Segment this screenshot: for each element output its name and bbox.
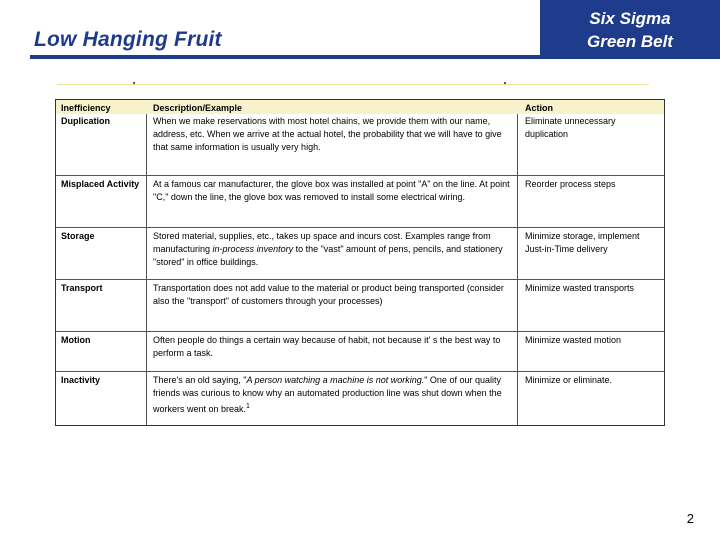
table-row xyxy=(56,372,664,425)
footnote-marker: 1 xyxy=(246,403,250,410)
row-description xyxy=(153,100,515,154)
divider-line xyxy=(57,84,649,85)
slide-title: Low Hanging Fruit xyxy=(34,28,222,51)
inefficiency-label: Inactivity xyxy=(61,375,101,385)
action-text: Minimize storage, implement Just-in-Time delivery xyxy=(525,231,640,254)
description-text: At a famous car manufacturer, the glove box was installed at point "A" on the line. At point "C," down the line, the glove box was removed to install some electrical wiring. xyxy=(153,179,510,202)
brand-line-1: Six Sigma xyxy=(589,8,671,28)
action-text: Minimize or eliminate. xyxy=(525,375,613,385)
table-row xyxy=(56,280,664,332)
brand-box xyxy=(540,0,720,59)
action-text: Minimize wasted transports xyxy=(525,283,635,293)
inefficiency-label: Storage xyxy=(61,231,95,241)
description-text: Often people do things a certain way because of habit, not because it' s the best way to perform a task. xyxy=(153,335,501,358)
inefficiency-label: Motion xyxy=(61,335,91,345)
table-row xyxy=(56,100,664,176)
brand-line-2: Green Belt xyxy=(587,31,673,51)
description-text: When we make reservations with most hotel chains, we provide them with our name, address, etc. When we arrive at the actual hotel, the probability that we will have to give that same information is usually very high. xyxy=(153,116,502,152)
inefficiency-label: Misplaced Activity xyxy=(61,179,140,189)
inefficiency-label: Duplication xyxy=(61,116,110,126)
inefficiency-label: Transport xyxy=(61,283,103,293)
table-row xyxy=(56,228,664,280)
row-inefficiency xyxy=(61,100,145,128)
description-text: Stored material, supplies, etc., takes up space and incurs cost. Examples range from manufacturing in-process inventory to the "vast" amount of pens, pencils, and stationery "stored" in office buildings. xyxy=(153,231,503,267)
action-text: Eliminate unnecessary duplication xyxy=(525,116,616,139)
action-text: Minimize wasted motion xyxy=(525,335,622,345)
title-underline xyxy=(30,55,540,59)
col-header-description: Description/Example xyxy=(153,103,243,113)
page-number: 2 xyxy=(686,511,694,526)
divider-dot xyxy=(133,82,135,84)
col-header-inefficiency: Inefficiency xyxy=(61,103,111,113)
row-action xyxy=(525,100,660,141)
table-row xyxy=(56,176,664,228)
col-header-action: Action xyxy=(525,103,553,113)
table-row xyxy=(56,332,664,372)
description-text: Transportation does not add value to the material or product being transported (consider also the "transport" of customers through your processes) xyxy=(153,283,504,306)
waste-table xyxy=(55,99,665,426)
action-text: Reorder process steps xyxy=(525,179,616,189)
divider-dot xyxy=(504,82,506,84)
description-text: There's an old saying, "A person watching a machine is not working." One of our quality friends was curious to know why an automated production line was shut down when the workers went on break.$^1$ xyxy=(153,375,502,414)
